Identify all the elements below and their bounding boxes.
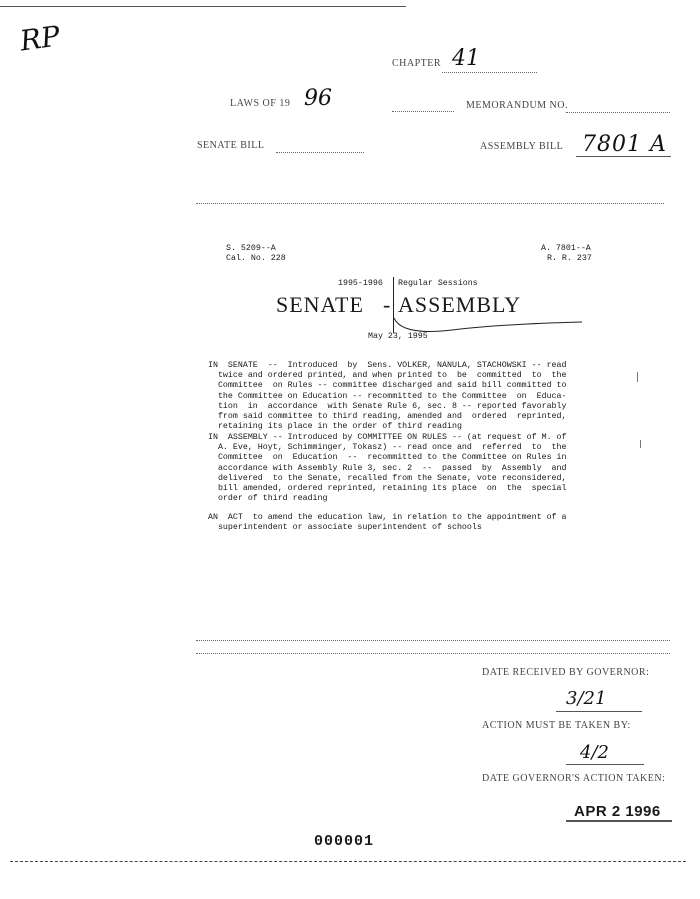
heading-dash: - bbox=[383, 292, 391, 317]
assembly-bill-number: A. 7801--A bbox=[541, 244, 591, 253]
laws-label: LAWS OF 19 bbox=[230, 98, 291, 109]
senate-bill-line bbox=[276, 152, 364, 153]
handwritten-initials: RP bbox=[17, 19, 63, 58]
page-number: 000001 bbox=[314, 833, 375, 850]
lower-separator bbox=[196, 653, 670, 654]
margin-mark bbox=[640, 440, 641, 448]
assembly-rules-report: R. R. 237 bbox=[547, 254, 592, 263]
chapter-value: 41 bbox=[452, 46, 480, 71]
act-title: AN ACT to amend the education law, in relation to the appointment of a superintendent or associate superintendent of schools bbox=[208, 513, 567, 533]
received-line bbox=[556, 711, 642, 712]
header-separator bbox=[196, 203, 664, 204]
action-deadline-label: ACTION MUST BE TAKEN BY: bbox=[482, 720, 631, 731]
margin-mark bbox=[637, 372, 638, 382]
senate-heading: SENATE bbox=[276, 292, 364, 317]
received-value: 3/21 bbox=[566, 688, 607, 709]
chapter-line bbox=[442, 72, 537, 73]
action-deadline-value: 4/2 bbox=[580, 742, 609, 763]
chapter-label: CHAPTER bbox=[392, 58, 442, 69]
senate-bill-label: SENATE BILL bbox=[197, 140, 265, 151]
action-taken-line bbox=[566, 820, 672, 822]
session-years: 1995-1996 bbox=[338, 279, 383, 288]
bottom-rule bbox=[10, 861, 686, 862]
session-type: Regular Sessions bbox=[398, 279, 478, 288]
laws-value: 96 bbox=[304, 86, 332, 111]
lower-separator bbox=[196, 640, 670, 641]
top-rule bbox=[0, 6, 406, 7]
memo-line bbox=[566, 112, 670, 113]
received-label: DATE RECEIVED BY GOVERNOR: bbox=[482, 667, 650, 678]
senate-history: IN SENATE -- Introduced by Sens. VOLKER, NANULA, STACHOWSKI -- read twice and ordered printed, and when printed to be committed to the Committee on Rules -- committee discharged and said bill committed to the Committee on Education -- recommitted to the Committee on Educa- tion in accordance with Senate Rule 6, sec. 8 -- reported favorably from said committee to third reading, amended and ordered reprinted, retaining its place in the order of third reading bbox=[208, 361, 567, 432]
senate-bill-number: S. 5209--A bbox=[226, 244, 276, 253]
assembly-bill-value: 7801 A bbox=[582, 132, 667, 157]
assembly-bill-line bbox=[576, 156, 671, 157]
assembly-history: IN ASSEMBLY -- Introduced by COMMITTEE ON RULES -- (at request of M. of A. Eve, Hoyt, Schimminger, Tokasz) -- read once and referred to the Committee on Education -- recommitted to the Committee on Rules in accordance with Assembly Rule 3, sec. 2 -- passed by Assembly and delivered to the Senate, recalled from the Senate, vote reconsidered, bill amended, ordered reprinted, retaining its place on the special order of third reading bbox=[208, 433, 567, 504]
laws-line bbox=[392, 111, 454, 112]
assembly-bill-label: ASSEMBLY BILL bbox=[480, 141, 564, 152]
senate-calendar-number: Cal. No. 228 bbox=[226, 254, 286, 263]
assembly-heading: ASSEMBLY bbox=[398, 292, 522, 317]
session-date: May 23, 1995 bbox=[368, 332, 428, 341]
action-taken-stamp: APR 2 1996 bbox=[574, 803, 661, 820]
action-taken-label: DATE GOVERNOR'S ACTION TAKEN: bbox=[482, 773, 666, 784]
action-deadline-line bbox=[566, 764, 644, 765]
memo-label: MEMORANDUM NO. bbox=[466, 100, 569, 111]
